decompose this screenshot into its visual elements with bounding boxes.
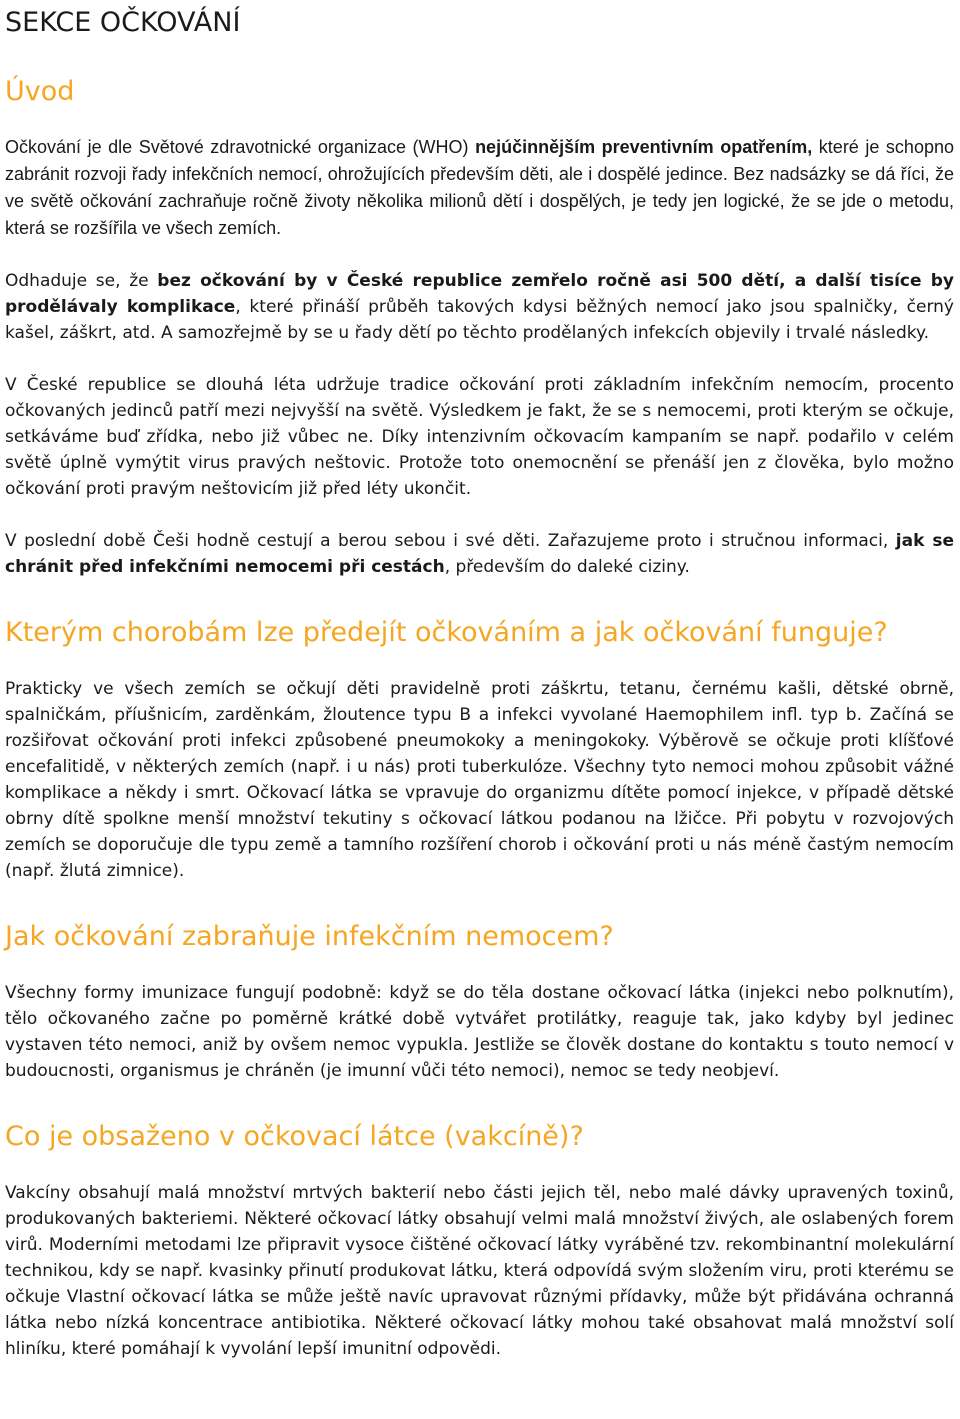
page-title: SEKCE OČKOVÁNÍ [5,7,241,38]
paragraph-intro-who [5,134,954,242]
travel-bold: jak se chránit před infekčními nemocemi při cestách [5,531,955,577]
section-heading-vaccine-contents: Co je obsaženo v očkovací látce (vakcíně)? [5,1121,584,1152]
travel-text-end: , především do daleké ciziny. [444,557,690,577]
paragraph-czech-tradition: V České republice se dlouhá léta udržuje tradice očkování proti základním infekčním nemocím, procento očkovaných jedinců patří mezi nejvyšší na světě. Výsledkem je fakt, že se s nemocemi, proti kterým se očkuje, setkáváme buď zřídka, nebo již vůbec ne. Díky intenzivním očkovacím kampaním se např. podařilo v celém světě úplně vymýtit virus pravých neštovic. Protože toto onemocnění se přenáší jen z člověka, bylo možno očkování proti pravým neštovicím již před léty ukončit. [5,375,954,499]
who-text-end: Bez nadsázky se dá říci, že ve světě očkování zachraňuje ročně životy několika milionů dětí i dospělých, je tedy jen logické, že se jde o metodu, která se rozšířila ve všech zemích. [5,164,954,238]
estimate-bold: bez očkování by v České republice zemřelo ročně asi 500 dětí, a další tisíce by prodělávaly komplikace [5,271,954,317]
paragraph-travel [5,528,954,580]
estimate-text-end: , které přináší průběh takových kdysi běžných nemocí jako jsou spalničky, černý kašel, záškrt, atd. A samozřejmě by se u řady dětí po těchto prodělaných infekcích objevily i trvalé následky. [5,297,954,343]
paragraph-vaccine-contents: Vakcíny obsahují malá množství mrtvých bakterií nebo části jejich těl, nebo malé dávky upravených toxinů, produkovaných bakteriemi. Některé očkovací látky obsahují velmi malá množství živých, ale oslabených forem virů. Moderními metodami lze připravit vysoce čištěné očkovací látky vyráběné tzv. rekombinantní molekulární technikou, kdy se např. kvasinky přinutí produkovat látku, která odpovídá svým složením viru, proti kterému se očkuje Vlastní očkovací látka se může ještě navíc upravovat různými přídavky, může být přidávána ochranná látka nebo nízká koncentrace antibiotika. Některé očkovací látky mohou také obsahovat malá množství solí hliníku, které pomáhají k vyvolání lepší imunitní odpovědi. [5,1183,954,1359]
estimate-text: Odhaduje se, že [5,271,158,291]
paragraph-estimate [5,268,954,346]
section-heading-diseases: Kterým chorobám lze předejít očkováním a jak očkování funguje? [5,617,888,648]
paragraph-prevention: Všechny formy imunizace fungují podobně: když se do těla dostane očkovací látka (injekci nebo polknutím), tělo očkovaného začne po poměrně krátké době vytvářet protilátky, reaguje tak, jako kdyby byl jedinec vystaven této nemoci, aniž by ovšem nemoc vypukla. Jestliže se člověk dostane do kontaktu s touto nemocí v budoucnosti, organismus je chráněn (je imunní vůči této nemoci), nemoc se tedy neobjeví. [5,983,954,1081]
section-heading-prevention: Jak očkování zabraňuje infekčním nemocem? [5,921,614,952]
who-bold: nejúčinnějším preventivním opatřením, [475,137,813,157]
who-text: Očkování je dle Světové zdravotnické organizace (WHO) [5,137,476,157]
travel-text: V poslední době Češi hodně cestují a berou sebou i své děti. Zařazujeme proto i stručnou informaci, [5,531,896,551]
paragraph-diseases: Prakticky ve všech zemích se očkují děti pravidelně proti záškrtu, tetanu, černému kašli, dětské obrně, spalničkám, příušnicím, zarděnkám, žloutence typu B a infekci vyvolané Haemophilem infl. typ b. Začíná se rozšiřovat očkování proti infekci způsobené pneumokoky a meningokoky. Výběrově se očkuje proti klíšťové encefalitidě, v některých zemích (např. i u nás) proti tuberkulóze. Všechny tyto nemoci mohou způsobit vážné komplikace a někdy i smrt. Očkovací látka se vpravuje do organizmu dítěte pomocí injekce, v případě dětské obrny dítě spolkne menší množství tekutiny s očkovací látkou podanou na lžičce. Při pobytu v rozvojových zemích se doporučuje dle typu země a tamního rozšíření chorob i očkování proti u nás méně častým nemocím (např. žlutá zimnice). [5,679,954,881]
section-heading-uvod: Úvod [5,76,75,107]
who-text-cont: které je schopno zabránit rozvoji řady infekčních nemocí, ohrožujících především děti, ale i dospělé jedince. [5,137,954,184]
